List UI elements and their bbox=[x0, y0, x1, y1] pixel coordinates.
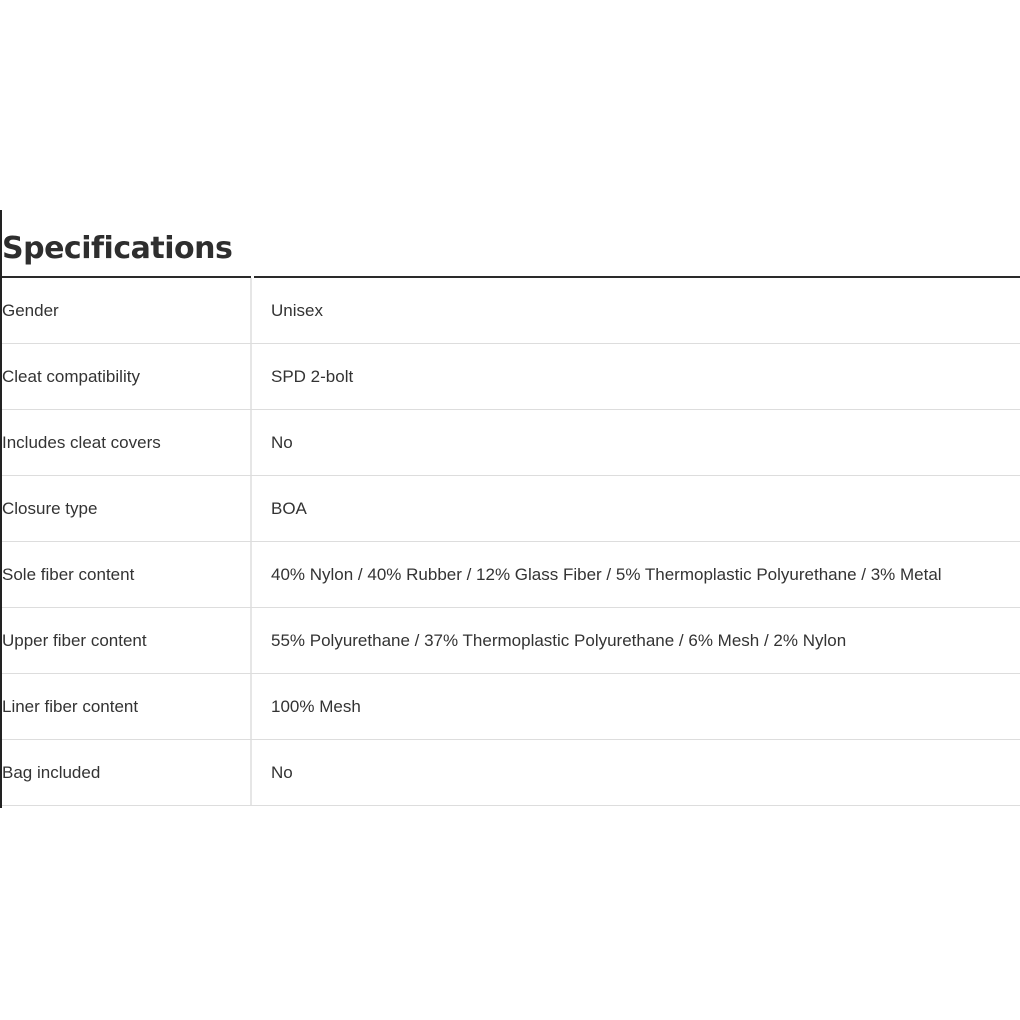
spec-label: Sole fiber content bbox=[2, 542, 252, 607]
spec-row-includes-cleat-covers bbox=[2, 410, 1020, 476]
spec-row-sole-fiber-content bbox=[2, 542, 1020, 608]
spec-label: Closure type bbox=[2, 476, 252, 541]
spec-value: 40% Nylon / 40% Rubber / 12% Glass Fiber / 5% Thermoplastic Polyurethane / 3% Metal bbox=[271, 564, 942, 584]
section-title: Specifications bbox=[2, 231, 233, 266]
spec-row-cleat-compatibility bbox=[2, 344, 1020, 410]
spec-row-liner-fiber-content bbox=[2, 674, 1020, 740]
spec-row-upper-fiber-content bbox=[2, 608, 1020, 674]
spec-row-closure-type bbox=[2, 476, 1020, 542]
spec-value: 100% Mesh bbox=[271, 696, 361, 716]
spec-value: No bbox=[271, 762, 293, 782]
spec-label: Upper fiber content bbox=[2, 608, 252, 673]
spec-row-gender bbox=[2, 278, 1020, 344]
spec-value: SPD 2-bolt bbox=[271, 366, 354, 386]
spec-value: 55% Polyurethane / 37% Thermoplastic Polyurethane / 6% Mesh / 2% Nylon bbox=[271, 630, 847, 650]
spec-table bbox=[2, 278, 1020, 806]
spec-value: BOA bbox=[271, 498, 307, 518]
specifications-section bbox=[0, 210, 1020, 808]
spec-label: Cleat compatibility bbox=[2, 344, 252, 409]
spec-label: Gender bbox=[2, 278, 252, 343]
spec-label: Liner fiber content bbox=[2, 674, 252, 739]
spec-value: Unisex bbox=[271, 300, 323, 320]
spec-value: No bbox=[271, 432, 293, 452]
spec-label: Bag included bbox=[2, 740, 252, 805]
spec-label: Includes cleat covers bbox=[2, 410, 252, 475]
spec-row-bag-included bbox=[2, 740, 1020, 806]
